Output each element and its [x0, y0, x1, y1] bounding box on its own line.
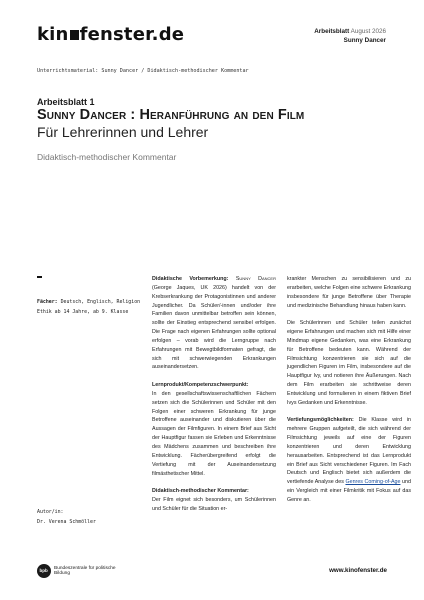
text-deepening-tail: und ein Vergleich mit einer Filmkritik mit Fokus auf das Genre an. — [287, 479, 411, 503]
heading-learning-product: Lernprodukt/Kompetenzschwerpunkt: — [152, 382, 249, 389]
genre-link[interactable]: Genres Coming-of-Age — [345, 479, 401, 486]
logo-text-left: kin — [37, 24, 69, 45]
section-dash — [37, 276, 42, 278]
header-meta — [314, 27, 386, 45]
text-preliminary: (George Jaques, UK 2026) handelt von der Krebserkrankung der Protagonistinnen und anderer Jugendlicher. Da Schüler/-innen und/oder ihre Familien davon unmittelbar betroffen sein können, sollte der Einstieg entsprechend sensibel erfolgen. Die Frage nach eigenen Erfahrungen sollte optional erfolgen – vorab wird die Lerngruppe nach Erfahrungen mit Bewegtbildformaten gefragt, die sich mit schwerwiegenden Erkrankungen auseinandersetzen. — [152, 284, 276, 371]
author-label: Autor/in: — [37, 509, 64, 515]
bpb-abbr: bpb — [39, 568, 48, 573]
heading-didactic-comment: Didaktisch-methodischer Kommentar: — [152, 488, 249, 495]
doc-date: August 2026 — [350, 28, 386, 35]
film-title-inline: Sunny Dancer — [235, 276, 276, 282]
comment-heading: Didaktisch-methodischer Kommentar — [37, 152, 177, 162]
text-learning-product: In den gesellschaftswissenschaftlichen Fächern setzen sich die Schülerinnen und Schüler mit den Folgen einer schweren Erkrankung für junge Betroffene auseinander und diskutieren über die Aussagen der Filmfiguren. In einem Brief aus Sicht der Hauptfigur fassen sie Erleben und Erkenntnisse des Mädchens zusammen und beschreiben ihre Entwicklung. Fächerübergreifend erfolgt die Vertiefung mit der Auseinandersetzung filmästhetischer Mittel. — [152, 390, 276, 477]
bpb-name: Bundeszentrale für politische Bildung — [54, 565, 116, 576]
paragraph-deepening — [287, 416, 411, 504]
paragraph-continuation: krankter Menschen zu sensibilisieren und zu erarbeiten, welche Folgen eine schwere Erkrankung insbesondere für junge Betroffene über Therapie und medizinische Behandlung hinaus haben kann. — [287, 276, 411, 309]
subjects-label: Fächer: — [37, 299, 58, 305]
subjects-meta — [37, 298, 145, 317]
doc-type: Arbeitsblatt — [314, 28, 350, 35]
paragraph-preliminary — [152, 275, 276, 372]
footer-url-link[interactable]: www.kinofenster.de — [329, 567, 387, 574]
kinofenster-logo[interactable] — [37, 24, 184, 45]
paragraph-learning-product — [152, 381, 276, 478]
logo-square-icon — [70, 30, 79, 40]
paragraph-procedure: Die Schülerinnen und Schüler teilen zunächst eigene Erfahrungen und machen sich mit Hilfe einer Mindmap eigene Gedanken, was eine Erkrankung für Betroffene bedeuten kann. Während der Filmsichtung konzentrieren sie sich auf die jugendlichen Figuren im Film, insbesondere auf die Hauptfigur Ivy, und notieren ihre Äußerungen. Nach dem Film erarbeiten sie schrittweise deren Entwicklung und formulieren in einem fiktiven Brief Ivys Gedanken und Erkenntnisse. — [287, 320, 411, 406]
page-title: Sunny Dancer : Heranführung an den Film — [37, 107, 305, 123]
page-subtitle: Für Lehrerinnen und Lehrer — [37, 124, 209, 140]
logo-text-right: fenster.de — [79, 24, 185, 45]
author-meta — [37, 508, 145, 527]
subjects-value: Deutsch, Englisch, Religion Ethik ab 14 Jahre, ab 9. Klasse — [37, 299, 141, 315]
breadcrumb: Unterrichtsmaterial: Sunny Dancer / Didaktisch-methodischer Kommentar — [37, 68, 249, 74]
author-name: Dr. Verena Schmöller — [37, 518, 96, 525]
text-didactic-comment: Der Film eignet sich besonders, um Schülerinnen und Schüler für die Situation er- — [152, 497, 276, 512]
text-deepening: Die Klasse wird in mehrere Gruppen aufgeteilt, die sich während der Filmsichtung jeweils auf eine der Figuren konzentrieren und deren Entwicklung herausarbeiten. Entsprechend ist das Lernprodukt ein Brief aus Sicht verschiedener Figuren. Im Fach Deutsch und Englisch bietet sich außerdem die vertiefende Analyse des — [287, 417, 411, 486]
text-column-right — [287, 275, 411, 514]
header-film-title: Sunny Dancer — [343, 37, 386, 44]
heading-deepening: Vertiefungsmöglichkeiten: — [287, 417, 354, 424]
paragraph-didactic-comment — [152, 487, 276, 514]
text-column-left — [152, 275, 276, 522]
worksheet-label: Arbeitsblatt 1 — [37, 97, 95, 107]
heading-preliminary: Didaktische Vorbemerkung: — [152, 276, 229, 282]
